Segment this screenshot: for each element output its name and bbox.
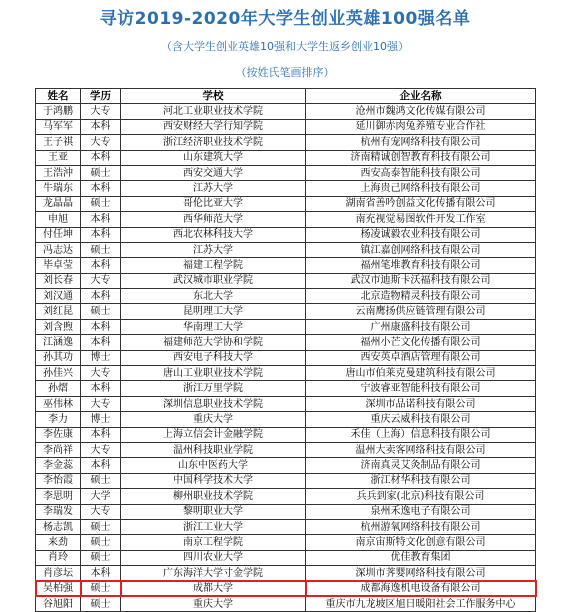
cell-company: 云南鹰扬供应链管理有限公司 <box>306 304 536 319</box>
cell-company: 镇江嘉创网络科技有限公司 <box>306 242 536 257</box>
cell-school: 唐山工业职业技术学院 <box>121 366 306 381</box>
cell-school: 哥伦比亚大学 <box>121 196 306 211</box>
cell-school: 西华师范大学 <box>121 212 306 227</box>
table-row <box>36 504 536 519</box>
cell-school: 河北工业职业技术学院 <box>121 104 306 119</box>
table-row <box>36 596 536 611</box>
cell-degree: 硕士 <box>81 596 121 611</box>
table-row <box>36 427 536 442</box>
roster-table-container <box>35 88 535 612</box>
cell-school: 柳州职业技术学院 <box>121 489 306 504</box>
cell-degree: 本科 <box>81 212 121 227</box>
cell-name: 王子祺 <box>36 135 81 150</box>
cell-company: 延川御赤肉兔养殖专业合作社 <box>306 119 536 134</box>
cell-degree: 硕士 <box>81 473 121 488</box>
cell-school: 西安电子科技大学 <box>121 350 306 365</box>
cell-name: 肖玲 <box>36 550 81 565</box>
roster-table <box>35 88 536 612</box>
cell-degree: 本科 <box>81 319 121 334</box>
cell-company: 南京宙斯特文化创意有限公司 <box>306 535 536 550</box>
cell-name: 王亚 <box>36 150 81 165</box>
cell-company: 杭州有宠网络科技有限公司 <box>306 135 536 150</box>
cell-degree: 大专 <box>81 273 121 288</box>
cell-school: 昆明理工大学 <box>121 304 306 319</box>
cell-school: 福建工程学院 <box>121 258 306 273</box>
cell-name: 李力 <box>36 412 81 427</box>
cell-degree: 硕士 <box>81 581 121 596</box>
cell-company: 宁波睿亚智能科技有限公司 <box>306 381 536 396</box>
cell-name: 牛瑞东 <box>36 181 81 196</box>
cell-school: 华南理工大学 <box>121 319 306 334</box>
table-row <box>36 150 536 165</box>
cell-degree: 大专 <box>81 504 121 519</box>
cell-degree: 硕士 <box>81 165 121 180</box>
cell-name: 刘汉通 <box>36 289 81 304</box>
cell-company: 重庆云威科技有限公司 <box>306 412 536 427</box>
cell-company: 杨凌诚毅农业科技有限公司 <box>306 227 536 242</box>
cell-name: 李尚祥 <box>36 442 81 457</box>
cell-company: 杭州游氧网络科技有限公司 <box>306 519 536 534</box>
cell-degree: 本科 <box>81 427 121 442</box>
cell-degree: 硕士 <box>81 519 121 534</box>
table-header-row <box>36 89 536 104</box>
cell-name: 刘含煦 <box>36 319 81 334</box>
table-row <box>36 242 536 257</box>
cell-degree: 本科 <box>81 335 121 350</box>
table-row <box>36 442 536 457</box>
cell-school: 山东中医药大学 <box>121 458 306 473</box>
cell-school: 南京工程学院 <box>121 535 306 550</box>
cell-company: 上海贵己网络科技有限公司 <box>306 181 536 196</box>
subtitle-note: （含大学生创业英雄10强和大学生返乡创业10强） <box>161 40 409 53</box>
cell-company: 禾佳（上海）信息科技有限公司 <box>306 427 536 442</box>
cell-name: 李金蕊 <box>36 458 81 473</box>
table-row <box>36 227 536 242</box>
cell-degree: 大专 <box>81 442 121 457</box>
cell-name: 孙熠 <box>36 381 81 396</box>
cell-school: 黎明职业大学 <box>121 504 306 519</box>
cell-company: 温州大卖客网络科技有限公司 <box>306 442 536 457</box>
cell-company: 沧州市魏鸿文化传媒有限公司 <box>306 104 536 119</box>
cell-name: 吴柏强 <box>36 581 81 596</box>
cell-company: 兵兵到家(北京)科技有限公司 <box>306 489 536 504</box>
table-row <box>36 550 536 565</box>
cell-company: 广州康盛科技有限公司 <box>306 319 536 334</box>
table-row <box>36 473 536 488</box>
cell-school: 深圳信息职业技术学院 <box>121 396 306 411</box>
cell-name: 巫伟林 <box>36 396 81 411</box>
table-row <box>36 165 536 180</box>
cell-company: 湖南省善吟创益文化传播有限公司 <box>306 196 536 211</box>
cell-school: 重庆大学 <box>121 596 306 611</box>
cell-company: 西安高泰智能科技有限公司 <box>306 165 536 180</box>
cell-company: 北京造物精灵科技有限公司 <box>306 289 536 304</box>
page-title: 寻访2019-2020年大学生创业英雄100强名单 <box>99 9 471 29</box>
cell-degree: 本科 <box>81 227 121 242</box>
cell-degree: 本科 <box>81 381 121 396</box>
cell-company: 福州笔堆教育科技有限公司 <box>306 258 536 273</box>
cell-degree: 博士 <box>81 412 121 427</box>
cell-school: 浙江工业大学 <box>121 519 306 534</box>
cell-name: 龙晶晶 <box>36 196 81 211</box>
cell-name: 冯志达 <box>36 242 81 257</box>
cell-name: 李瑞发 <box>36 504 81 519</box>
cell-school: 重庆大学 <box>121 412 306 427</box>
cell-school: 武汉城市职业学院 <box>121 273 306 288</box>
cell-school: 江苏大学 <box>121 181 306 196</box>
cell-school: 江苏大学 <box>121 242 306 257</box>
cell-name: 李怡霞 <box>36 473 81 488</box>
table-row <box>36 104 536 119</box>
cell-name: 谷旭阳 <box>36 596 81 611</box>
table-row <box>36 119 536 134</box>
cell-name: 孙佳兴 <box>36 366 81 381</box>
cell-name: 孙其功 <box>36 350 81 365</box>
cell-name: 李思明 <box>36 489 81 504</box>
cell-company: 成都海逸机电设备有限公司 <box>306 581 536 596</box>
cell-company: 济南真灵艾灸制品有限公司 <box>306 458 536 473</box>
cell-company: 武汉市迪斯卡沃福科技有限公司 <box>306 273 536 288</box>
cell-degree: 大学 <box>81 489 121 504</box>
cell-school: 西北农林科技大学 <box>121 227 306 242</box>
cell-school: 浙江万里学院 <box>121 381 306 396</box>
table-row <box>36 181 536 196</box>
cell-company: 济南精诚创智教育科技有限公司 <box>306 150 536 165</box>
table-row <box>36 458 536 473</box>
table-body <box>36 104 536 612</box>
cell-degree: 大专 <box>81 396 121 411</box>
cell-name: 于鸿鹏 <box>36 104 81 119</box>
cell-degree: 硕士 <box>81 242 121 257</box>
cell-degree: 硕士 <box>81 535 121 550</box>
table-row <box>36 366 536 381</box>
cell-degree: 大专 <box>81 104 121 119</box>
cell-degree: 本科 <box>81 258 121 273</box>
table-row <box>36 381 536 396</box>
table-row <box>36 196 536 211</box>
cell-name: 杨志凯 <box>36 519 81 534</box>
cell-name: 王浩沖 <box>36 165 81 180</box>
cell-degree: 大专 <box>81 366 121 381</box>
cell-degree: 博士 <box>81 350 121 365</box>
cell-school: 东北大学 <box>121 289 306 304</box>
cell-name: 马军军 <box>36 119 81 134</box>
cell-company: 重庆市九龙坡区旭日暖阳社会工作服务中心 <box>306 596 536 611</box>
cell-company: 西安英卓酒店管理有限公司 <box>306 350 536 365</box>
table-row <box>36 350 536 365</box>
cell-company: 浙江材华科技有限公司 <box>306 473 536 488</box>
cell-degree: 硕士 <box>81 550 121 565</box>
table-row <box>36 289 536 304</box>
table-row <box>36 489 536 504</box>
cell-degree: 本科 <box>81 150 121 165</box>
table-row <box>36 535 536 550</box>
cell-school: 上海立信会计金融学院 <box>121 427 306 442</box>
cell-name: 刘红昆 <box>36 304 81 319</box>
cell-company: 深圳市品诺科技有限公司 <box>306 396 536 411</box>
table-row <box>36 519 536 534</box>
table-row <box>36 412 536 427</box>
cell-school: 温州科技职业学院 <box>121 442 306 457</box>
table-row <box>36 135 536 150</box>
cell-degree: 本科 <box>81 181 121 196</box>
cell-company: 深圳市荠婴网络科技有限公司 <box>306 566 536 581</box>
cell-school: 四川农业大学 <box>121 550 306 565</box>
table-row <box>36 212 536 227</box>
cell-school: 广东海洋大学寸金学院 <box>121 566 306 581</box>
cell-company: 优佳教育集团 <box>306 550 536 565</box>
cell-name: 来劲 <box>36 535 81 550</box>
cell-degree: 本科 <box>81 566 121 581</box>
table-row <box>36 335 536 350</box>
cell-degree: 本科 <box>81 458 121 473</box>
cell-company: 南充视觉易图软件开发工作室 <box>306 212 536 227</box>
header-name: 姓名 <box>36 89 81 104</box>
cell-name: 刘长春 <box>36 273 81 288</box>
cell-degree: 硕士 <box>81 304 121 319</box>
cell-name: 付任坤 <box>36 227 81 242</box>
cell-school: 福建师范大学协和学院 <box>121 335 306 350</box>
header-company: 企业名称 <box>306 89 536 104</box>
cell-school: 成都大学 <box>121 581 306 596</box>
table-row <box>36 319 536 334</box>
cell-school: 中国科学技术大学 <box>121 473 306 488</box>
table-row <box>36 258 536 273</box>
cell-school: 山东建筑大学 <box>121 150 306 165</box>
table-row <box>36 566 536 581</box>
cell-company: 福州小芒文化传播有限公司 <box>306 335 536 350</box>
cell-name: 江涵逸 <box>36 335 81 350</box>
cell-school: 浙江经济职业技术学院 <box>121 135 306 150</box>
cell-degree: 本科 <box>81 289 121 304</box>
header-degree: 学历 <box>81 89 121 104</box>
cell-name: 申旭 <box>36 212 81 227</box>
cell-name: 毕卓莹 <box>36 258 81 273</box>
cell-name: 李佐康 <box>36 427 81 442</box>
header-school: 学校 <box>121 89 306 104</box>
cell-degree: 硕士 <box>81 196 121 211</box>
table-row <box>36 396 536 411</box>
cell-company: 唐山市伯莱克曼建筑科技有限公司 <box>306 366 536 381</box>
cell-degree: 本科 <box>81 119 121 134</box>
subtitle-sort-order: （按姓氏笔画排序） <box>235 66 335 79</box>
cell-company: 泉州禾逸电子有限公司 <box>306 504 536 519</box>
cell-degree: 大专 <box>81 135 121 150</box>
table-row <box>36 273 536 288</box>
cell-school: 西安财经大学行知学院 <box>121 119 306 134</box>
cell-school: 西安交通大学 <box>121 165 306 180</box>
table-row <box>36 304 536 319</box>
cell-name: 肖彦坛 <box>36 566 81 581</box>
table-row-highlighted <box>36 581 536 596</box>
